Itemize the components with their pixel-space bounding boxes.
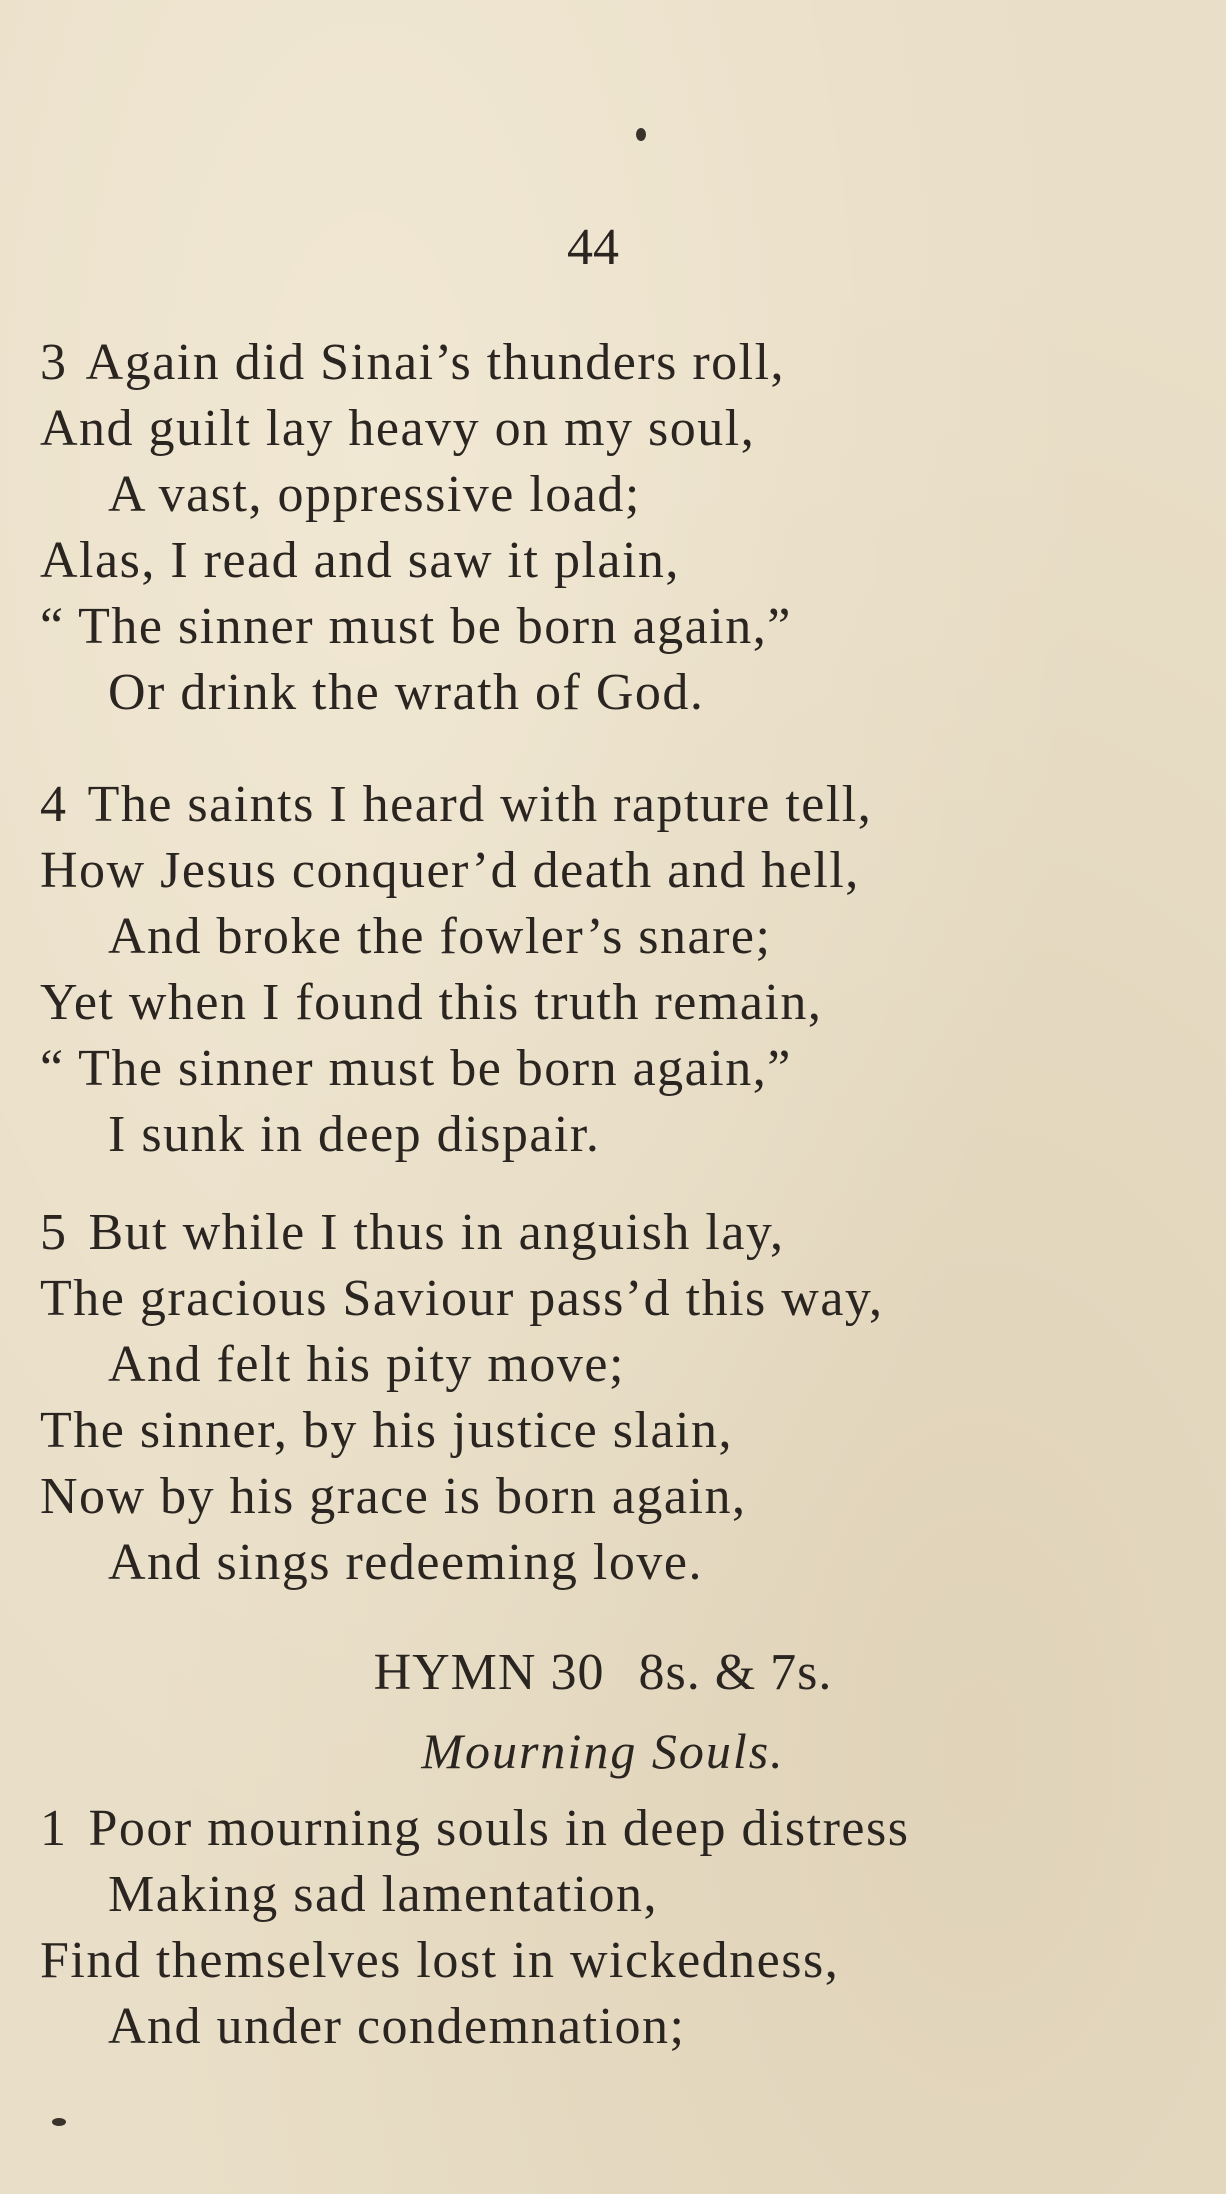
verse-text: The saints I heard with rapture tell, bbox=[87, 776, 873, 833]
verse-line: How Jesus conquer’d death and hell, bbox=[40, 842, 860, 899]
verse-text: Poor mourning souls in deep distress bbox=[88, 1800, 910, 1857]
verse-line: “ The sinner must be born again,” bbox=[40, 598, 792, 655]
verse-line: Yet when I found this truth remain, bbox=[40, 974, 823, 1031]
verse-line: And under condemnation; bbox=[108, 1998, 686, 2055]
verse-line: Find themselves lost in wickedness, bbox=[40, 1932, 840, 1989]
verse-text: Again did Sinai’s thunders roll, bbox=[85, 334, 786, 391]
hymn-meter: 8s. & 7s. bbox=[638, 1644, 833, 1701]
page-number: 44 bbox=[567, 219, 619, 276]
verse-text: But while I thus in anguish lay, bbox=[88, 1204, 785, 1261]
verse-line: Alas, I read and saw it plain, bbox=[40, 532, 680, 589]
verse-line: A vast, oppressive load; bbox=[108, 466, 641, 523]
verse-line bbox=[40, 772, 1200, 838]
verse-line: And felt his pity move; bbox=[108, 1336, 625, 1393]
stanza-3 bbox=[40, 330, 1200, 726]
verse-line: Making sad lamentation, bbox=[108, 1866, 659, 1923]
stanza-4 bbox=[40, 772, 1200, 1168]
stanza-number: 4 bbox=[40, 776, 68, 833]
verse-line: Now by his grace is born again, bbox=[40, 1468, 747, 1525]
verse-line: I sunk in deep dispair. bbox=[108, 1106, 601, 1163]
verse-line bbox=[40, 330, 1200, 396]
verse-line bbox=[40, 1796, 1200, 1862]
verse-line: “ The sinner must be born again,” bbox=[40, 1040, 792, 1097]
verse-line: Or drink the wrath of God. bbox=[108, 664, 705, 721]
hymn-title: HYMN 30 bbox=[373, 1644, 605, 1701]
verse-line: The sinner, by his justice slain, bbox=[40, 1402, 733, 1459]
stanza-number: 5 bbox=[40, 1204, 68, 1261]
ink-speck bbox=[636, 128, 646, 141]
verse-line: And sings redeeming love. bbox=[108, 1534, 703, 1591]
ink-speck bbox=[52, 2118, 66, 2126]
stanza-5 bbox=[40, 1200, 1200, 1596]
verse-line: The gracious Saviour pass’d this way, bbox=[40, 1270, 884, 1327]
stanza-number: 1 bbox=[40, 1800, 68, 1857]
verse-line bbox=[40, 1200, 1200, 1266]
hymn-heading bbox=[0, 1640, 1216, 1706]
verse-line: And broke the fowler’s snare; bbox=[108, 908, 772, 965]
hymn-stanza-1 bbox=[40, 1796, 1200, 2060]
hymn-subtitle: Mourning Souls. bbox=[421, 1723, 785, 1779]
verse-line: And guilt lay heavy on my soul, bbox=[40, 400, 756, 457]
stanza-number: 3 bbox=[40, 334, 68, 391]
